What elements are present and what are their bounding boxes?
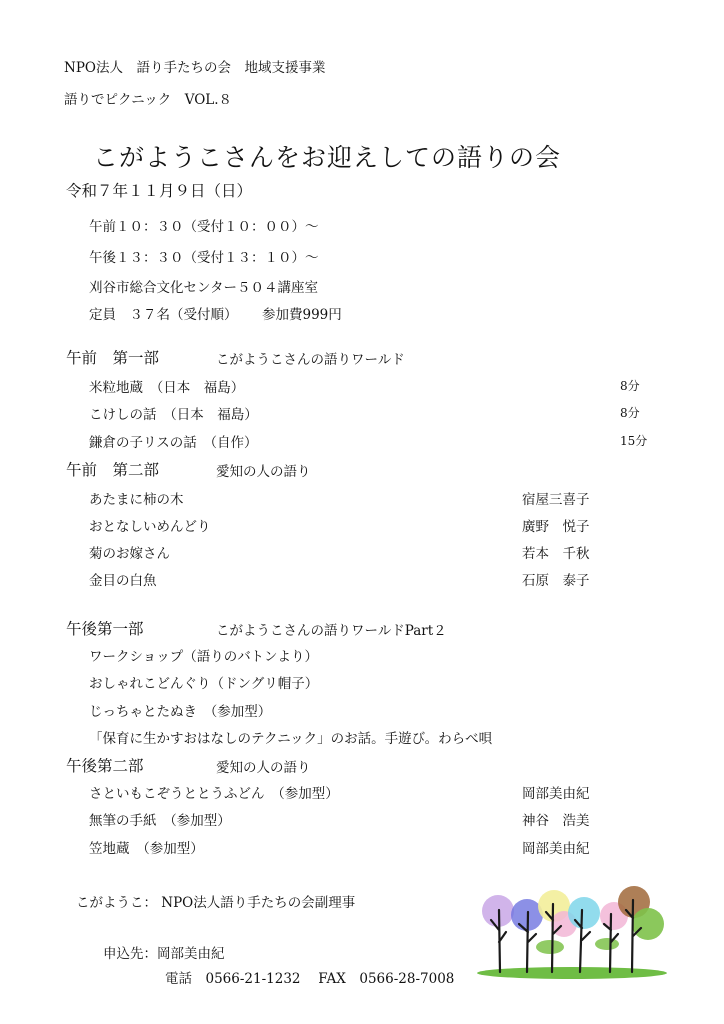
program-item-performer: 若本 千秋 — [522, 546, 590, 562]
program-item-title: おとなしいめんどり — [89, 519, 211, 535]
series-title: 語りでピクニック VOL.８ — [64, 92, 233, 108]
bush-shape — [536, 940, 564, 954]
program-item-title: おしゃれこどんぐり（ドングリ帽子） — [89, 676, 319, 692]
program-item-performer: 廣野 悦子 — [522, 519, 590, 535]
venue: 刈谷市総合文化センター５０４講座室 — [89, 280, 318, 296]
application-contact: 申込先：岡部美由紀 — [103, 946, 225, 962]
section-theme: 愛知の人の語り — [216, 760, 311, 776]
program-item-duration: 15分 — [620, 434, 648, 448]
program-item-title: 菊のお嫁さん — [89, 546, 170, 562]
pm-time: 午後１３：３０（受付１３：１０）～ — [89, 250, 319, 266]
tree-crown — [568, 897, 600, 929]
program-item-title: 米粒地蔵 （日本 福島） — [89, 380, 245, 396]
section-theme: 愛知の人の語り — [216, 464, 311, 480]
program-item-title: 鎌倉の子リスの話 （自作） — [89, 435, 258, 451]
program-item-title: あたまに柿の木 — [89, 492, 184, 508]
bush-shape — [595, 938, 619, 950]
program-item-title: 笠地蔵 （参加型） — [89, 841, 204, 857]
capacity: 定員 ３７名（受付順） — [89, 307, 238, 323]
section-theme: こがようこさんの語りワールドPart２ — [216, 623, 447, 639]
program-item-performer: 神谷 浩美 — [522, 813, 590, 829]
program-item-performer: 岡部美由紀 — [522, 786, 590, 802]
am-time: 午前１０：３０（受付１０：００）～ — [89, 219, 319, 235]
program-item-duration: 8分 — [620, 406, 640, 420]
ground-shape — [477, 967, 667, 979]
tree-crown — [632, 908, 664, 940]
fee: 参加費999円 — [262, 307, 342, 323]
program-item-title: じっちゃとたぬき （参加型） — [89, 704, 272, 720]
program-item-title: 金目の白魚 — [89, 573, 157, 589]
section-heading: 午後第一部 — [66, 620, 144, 638]
program-item-performer: 岡部美由紀 — [522, 841, 590, 857]
program-item-title: 無筆の手紙 （参加型） — [89, 813, 231, 829]
section-heading: 午前 第二部 — [66, 461, 160, 479]
event-date: 令和７年１１月９日（日） — [66, 182, 253, 200]
program-item-title: さといもこぞうととうふどん （参加型） — [89, 786, 339, 802]
program-item-title: 「保育に生かすおはなしのテクニック」のお話。手遊び。わらべ唄 — [89, 731, 493, 747]
program-item-title: こけしの話 （日本 福島） — [89, 407, 258, 423]
program-item-title: ワークショップ（語りのバトンより） — [89, 649, 318, 665]
page-title: こがようこさんをお迎えしての語りの会 — [93, 143, 562, 172]
program-item-performer: 宿屋三喜子 — [522, 492, 590, 508]
storyteller-profile: こがようこ： NPO法人語り手たちの会副理事 — [76, 895, 356, 911]
program-item-performer: 石原 泰子 — [522, 573, 590, 589]
section-heading: 午前 第一部 — [66, 349, 160, 367]
contact-phone-fax: 電話 0566-21-1232 FAX 0566-28-7008 — [165, 971, 455, 987]
program-item-duration: 8分 — [620, 379, 640, 393]
trees-illustration — [472, 880, 672, 985]
org-line: NPO法人 語り手たちの会 地域支援事業 — [64, 60, 326, 76]
section-theme: こがようこさんの語りワールド — [216, 352, 405, 368]
section-heading: 午後第二部 — [66, 757, 144, 775]
